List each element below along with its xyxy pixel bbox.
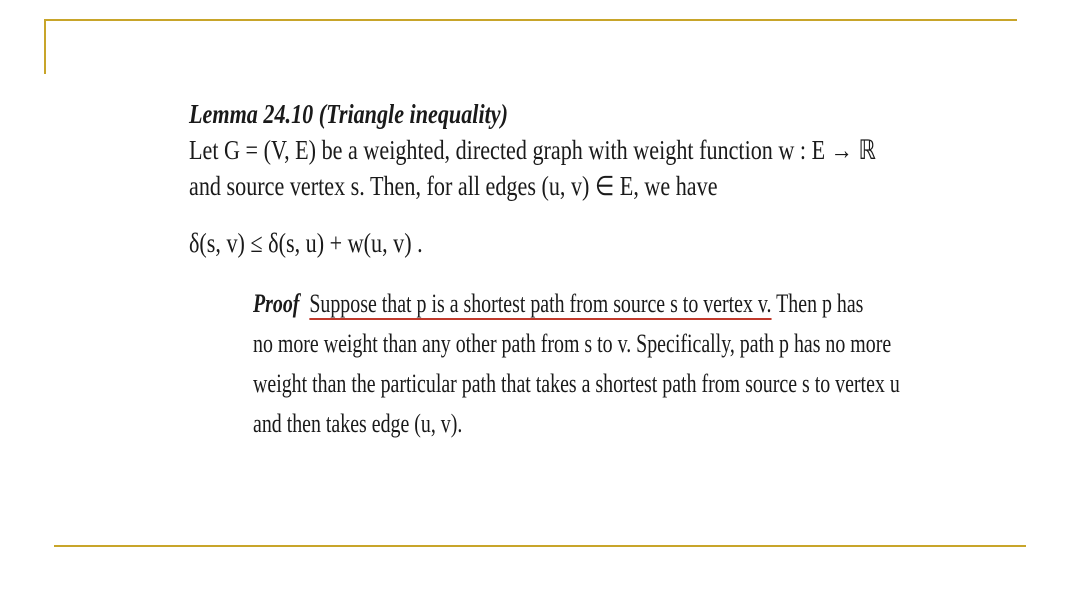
proof: [253, 284, 900, 444]
triangle-inequality-formula: δ(s, v) ≤ δ(s, u) + w(u, v) .: [189, 228, 423, 258]
proof-line-4: and then takes edge (u, v).: [253, 409, 463, 438]
proof-label: Proof: [253, 289, 300, 318]
proof-line-3: weight than the particular path that takes a shortest path from source s to vertex u: [253, 369, 900, 398]
proof-line-1: [253, 284, 864, 324]
bottom-rule: [54, 545, 1026, 547]
proof-line-2: no more weight than any other path from s to v. Specifically, path p has no more: [253, 329, 892, 358]
top-rule: [44, 19, 1017, 21]
lemma-line-1: Let G = (V, E) be a weighted, directed graph with weight function w : E → ℝ: [189, 135, 876, 165]
lemma-title: Lemma 24.10 (Triangle inequality): [189, 99, 508, 129]
lemma-statement: [189, 96, 876, 204]
lemma-line-2: and source vertex s. Then, for all edges (u, v) ∈ E, we have: [189, 171, 718, 201]
top-left-tick: [44, 19, 46, 74]
proof-line-1-rest: Then p has: [771, 289, 864, 318]
proof-underlined-sentence: Suppose that p is a shortest path from source s to vertex v.: [309, 289, 772, 318]
